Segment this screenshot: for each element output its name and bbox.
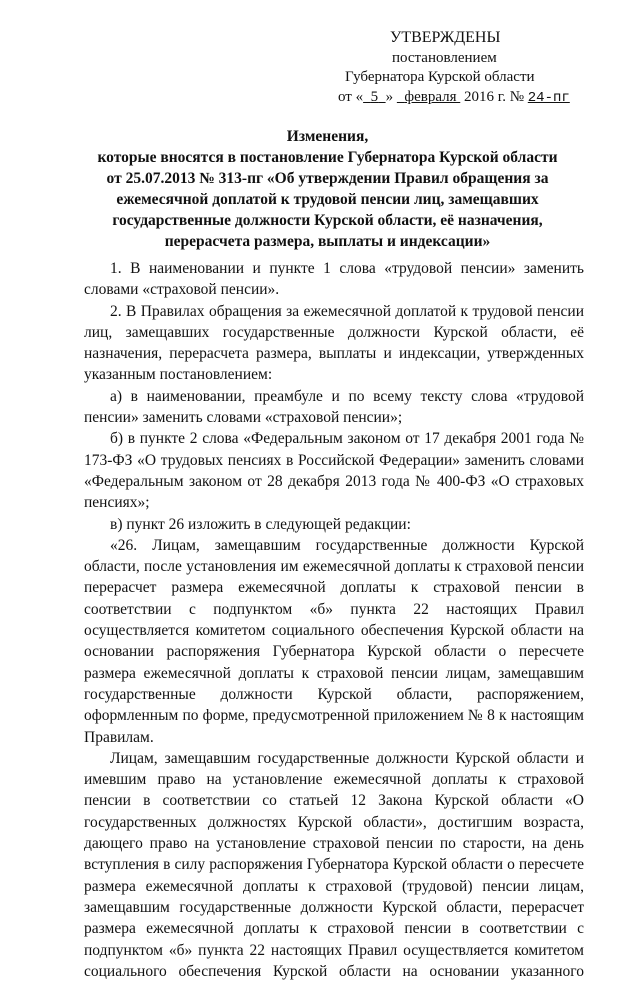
paragraph-sub-b: б) в пункте 2 слова «Федеральным законом от 17 декабря 2001 года № 173-ФЗ «О трудовых пенсиях в Российской Федерации» заменить словами «Федеральным законом от 28 декабря 2013 года № 400-ФЗ «О страховых пенсиях»; — [84, 430, 584, 512]
date-mid: » — [385, 89, 394, 105]
paragraph-item-1: 1. В наименовании и пункте 1 слова «трудовой пенсии» заменить словами «страховой пенсии». — [84, 260, 584, 299]
title-line-4: ежемесячной доплатой к трудовой пенсии лиц, замещавших — [116, 191, 539, 208]
date-year: 2016 г. № — [464, 89, 525, 105]
title-line-5: государственные должности Курской области, её назначения, — [112, 212, 543, 229]
approval-line-governor: Губернатора Курской области — [345, 69, 535, 85]
document-body — [84, 258, 584, 982]
approval-line-decree: постановлением — [392, 50, 497, 66]
title-line-6: перерасчета размера, выплаты и индексации» — [164, 233, 491, 250]
approval-date-line — [338, 88, 570, 108]
document-title — [60, 126, 595, 252]
date-prefix: от « — [338, 89, 364, 105]
title-line-3: от 25.07.2013 № 313-пг «Об утверждении Правил обращения за — [106, 170, 549, 187]
title-line-1: Изменения, — [286, 128, 369, 145]
paragraph-item-2: 2. В Правилах обращения за ежемесячной доплатой к трудовой пенсии лиц, замещавших государственные должности Курской области, её назначения, перерасчета размера, выплаты и индексации, утвержденных указанным постановлением: — [84, 302, 584, 384]
date-day: 5 — [370, 89, 379, 105]
approval-heading: УТВЕРЖДЕНЫ — [390, 29, 501, 46]
title-line-2: которые вносятся в постановление Губернатора Курской области — [97, 149, 558, 166]
date-month: февраля — [404, 89, 457, 105]
paragraph-point-26: «26. Лицам, замещавшим государственные должности Курской области, после установления им ежемесячной доплаты к страховой пенсии перерасчет размера ежемесячной доплаты к страховой пенсии в соответствии с подпунктом «б» пункта 22 настоящих Правил осуществляется комитетом социального обеспечения Курской области на основании распоряжения Губернатора Курской области о пересчете размера ежемесячной доплаты к страховой пенсии лицам, замещавшим государственные должности Курской области, распоряжением, оформленным по форме, предусмотренной приложением № 8 к настоящим Правилам. — [84, 536, 584, 746]
paragraph-sub-a: а) в наименовании, преамбуле и по всему тексту слова «трудовой пенсии» заменить словами «страховой пенсии»; — [84, 387, 584, 427]
paragraph-point-26-continued: Лицам, замещавшим государственные должности Курской области и имевшим право на установление ежемесячной доплаты к страховой пенсии в соответствии со статьей 12 Закона Курской области «О государственных должностях Курской области», достигшим возраста, дающего право на установление страховой пенсии по старости, на день вступления в силу распоряжения Губернатора Курской области о пересчете размера ежемесячной доплаты к страховой (трудовой) пенсии лицам, замещавшим государственные должности Курской области, перерасчет размера ежемесячной доплаты к страховой пенсии в соответствии с подпунктом «б» пункта 22 настоящих Правил осуществляется комитетом социального обеспечения Курской области на основании указанного — [84, 749, 584, 980]
decree-number: 24-пг — [527, 90, 570, 106]
paragraph-sub-v: в) пункт 26 изложить в следующей редакции: — [110, 515, 411, 533]
